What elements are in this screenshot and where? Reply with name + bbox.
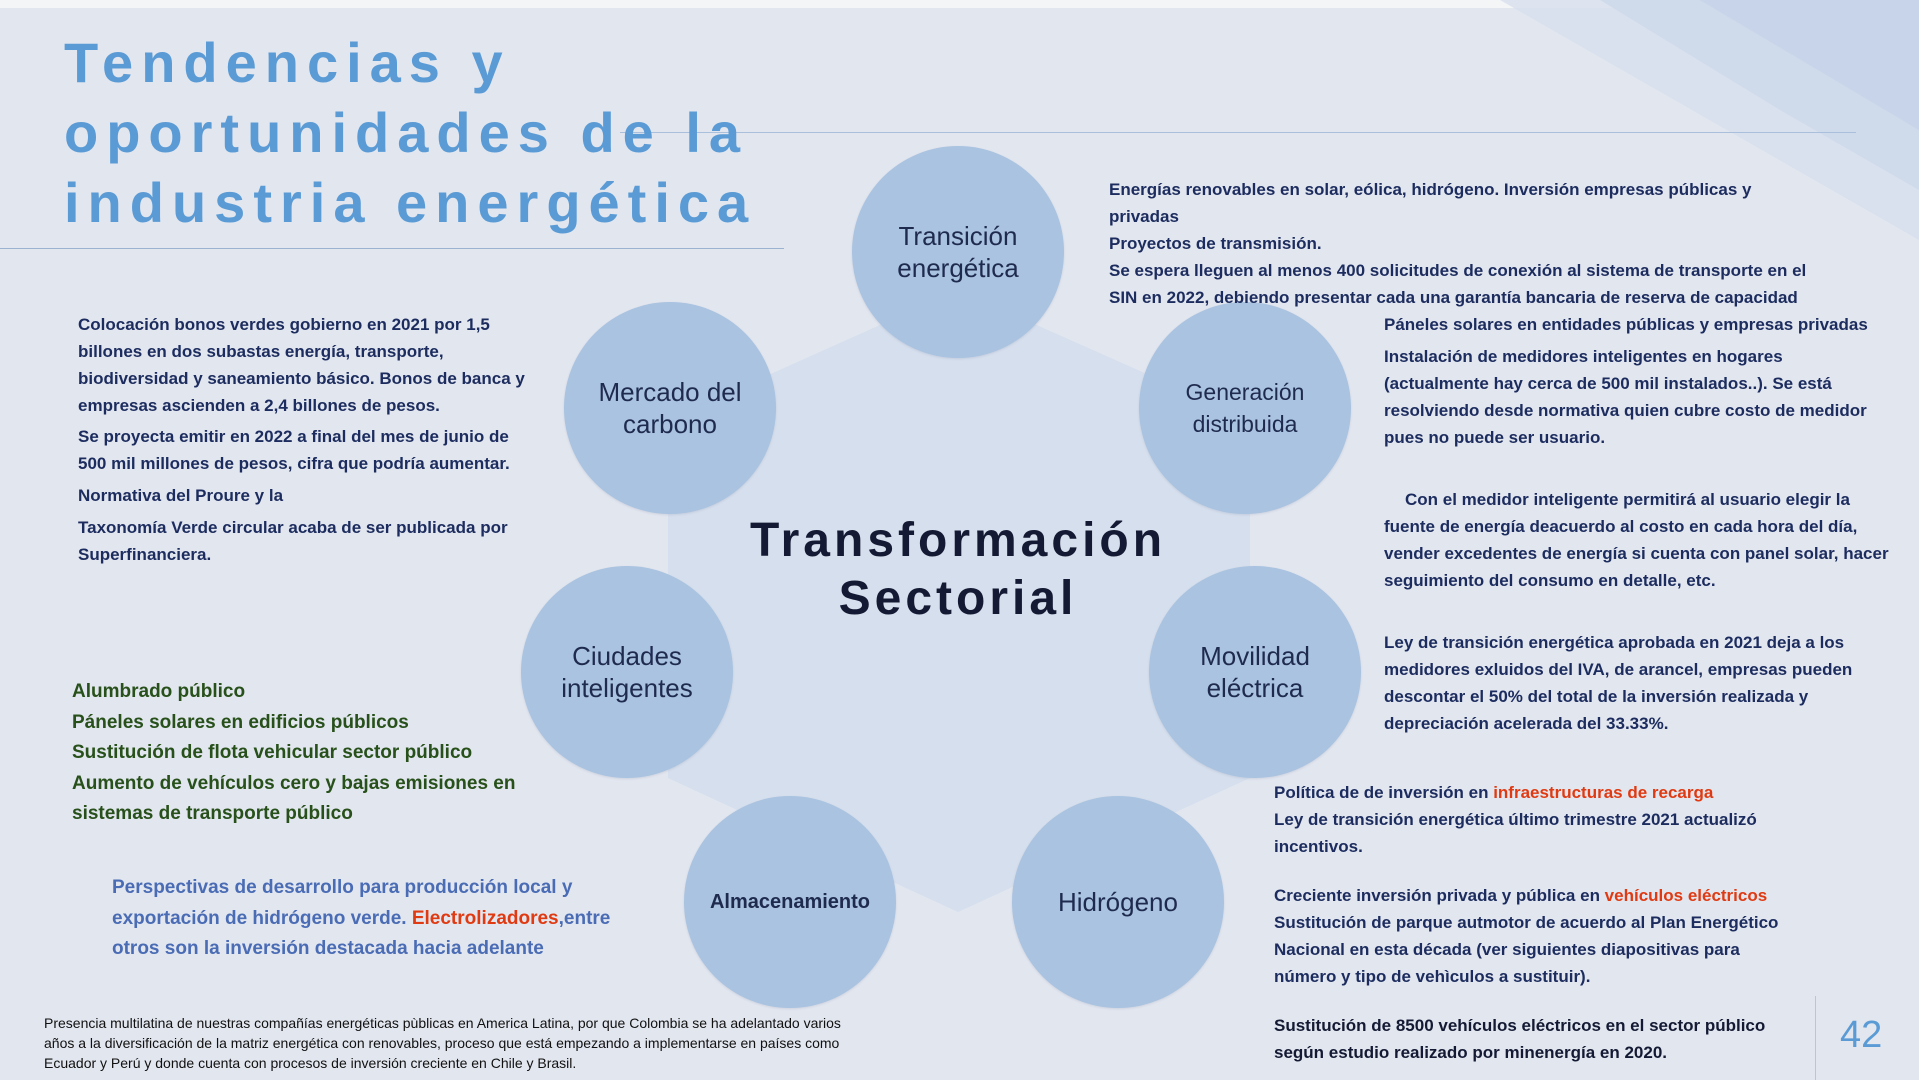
text-line: fuente de energía deacuerdo al costo en cada hora del día, <box>1384 517 1858 536</box>
circle-label: Movilidad <box>1200 641 1310 671</box>
title-line: oportunidades de la <box>64 101 749 164</box>
text-line <box>112 904 672 935</box>
text-line: Instalación de medidores inteligentes en hogares <box>1384 347 1783 366</box>
text-line: número y tipo de vehìculos a sustituir). <box>1274 967 1591 986</box>
ciudades-description <box>72 677 592 830</box>
footnote-line: Presencia multilatina de nuestras compañías energéticas pùblicas en America Latina, por que Colombia se ha adelantado varios <box>44 1015 841 1031</box>
text-line: Sustitución de flota vehicular sector público <box>72 742 473 763</box>
circle-transicion-energetica[interactable] <box>852 146 1064 358</box>
text-line: Perspectivas de desarrollo para producción local y <box>112 877 573 898</box>
text-line: Ley de transición energética último trimestre 2021 actualizó <box>1274 810 1757 829</box>
circle-generacion-distribuida[interactable] <box>1139 302 1351 514</box>
text-line: Colocación bonos verdes gobierno en 2021 por 1,5 <box>78 315 490 334</box>
text-line: otros son la inversión destacada hacia adelante <box>112 938 544 959</box>
text-line: depreciación acelerada del 33.33%. <box>1384 714 1669 733</box>
text-span: exportación de hidrógeno verde. <box>112 907 412 929</box>
text-line: Superfinanciera. <box>78 545 212 564</box>
circle-hidrogeno[interactable] <box>1012 796 1224 1008</box>
text-line: incentivos. <box>1274 837 1363 856</box>
ley-description <box>1384 629 1904 737</box>
text-line <box>1274 882 1814 909</box>
page-number: 42 <box>1840 1014 1883 1056</box>
spacer <box>1274 990 1814 1012</box>
text-line: Sustitución de parque autmotor de acuerdo al Plan Energético <box>1274 913 1779 932</box>
text-span: Creciente inversión privada y pública en <box>1274 886 1605 905</box>
circle-label: energética <box>897 253 1019 283</box>
transicion-description <box>1109 176 1809 311</box>
text-line: Nacional en esta década (ver siguientes diapositivas para <box>1274 940 1740 959</box>
circle-label: carbono <box>623 409 717 439</box>
spacer <box>1274 860 1814 882</box>
text-line: Energías renovables en solar, eólica, hidrógeno. Inversión empresas públicas y privadas <box>1109 180 1752 226</box>
center-title-line: Transformación <box>749 514 1167 567</box>
text-line: Se espera lleguen al menos 400 solicitudes de conexión al sistema de transporte en el <box>1109 261 1807 280</box>
text-line: empresas ascienden a 2,4 billones de pesos. <box>78 396 440 415</box>
text-line: biodiversidad y saneamiento básico. Bonos de banca y <box>78 369 525 388</box>
circle-label: Hidrógeno <box>1058 887 1178 917</box>
text-line: Con el medidor inteligente permitirá al usuario elegir la <box>1405 490 1850 509</box>
text-line: Sustitución de 8500 vehículos eléctricos en el sector público <box>1274 1016 1766 1035</box>
text-line: medidores exluidos del IVA, de arancel, empresas pueden <box>1384 660 1853 679</box>
text-span: ,entre <box>558 907 611 929</box>
text-line: billones en dos subastas energía, transporte, <box>78 342 444 361</box>
circle-label: eléctrica <box>1206 673 1304 703</box>
circle-mercado-carbono[interactable] <box>564 302 776 514</box>
text-line <box>1274 779 1814 806</box>
circle-label: Ciudades <box>572 641 682 671</box>
highlight-text: Electrolizadores <box>411 907 559 929</box>
title-line: Tendencias y <box>64 31 511 94</box>
footnote-line: años a la diversificación de la matriz energética con renovables, proceso que está empezando a implementarse en países como <box>44 1035 840 1051</box>
text-line: vender excedentes de energía si cuenta con panel solar, hacer <box>1384 544 1889 563</box>
text-line: Se proyecta emitir en 2022 a final del mes de junio de <box>78 427 509 446</box>
center-title <box>730 512 1186 628</box>
text-line: Alumbrado público <box>72 681 246 702</box>
text-line: pues no puede ser usuario. <box>1384 428 1606 447</box>
footnote <box>44 1013 904 1073</box>
highlight-text: infraestructuras de recarga <box>1493 783 1714 802</box>
carbono-description <box>78 311 578 568</box>
text-line: SIN en 2022, debiendo presentar cada una garantía bancaria de reserva de capacidad <box>1109 288 1798 307</box>
text-line: según estudio realizado por minenergía en 2020. <box>1274 1043 1668 1062</box>
circle-label: Transición <box>898 221 1018 251</box>
text-line: Proyectos de transmisión. <box>1109 234 1322 253</box>
medidor-description <box>1384 486 1904 594</box>
title-line: industria energética <box>64 171 757 234</box>
text-line: Taxonomía Verde circular acaba de ser publicada por <box>78 518 508 537</box>
text-span: Política de de inversión en <box>1274 783 1494 802</box>
circle-label: Generación <box>1185 379 1305 405</box>
text-line: resolviendo desde normativa quien cubre costo de medidor <box>1384 401 1867 420</box>
text-line: Ley de transición energética aprobada en 2021 deja a los <box>1384 633 1845 652</box>
center-title-line: Sectorial <box>838 572 1078 625</box>
text-line: (actualmente hay cerca de 500 mil instalados..). Se está <box>1384 374 1832 393</box>
circle-label: inteligentes <box>561 673 693 703</box>
generacion-description <box>1384 311 1904 451</box>
movilidad-description <box>1274 779 1814 1066</box>
text-line: seguimiento del consumo en detalle, etc. <box>1384 571 1716 590</box>
text-line: sistemas de transporte público <box>72 803 353 824</box>
circle-label: Mercado del <box>598 377 742 407</box>
hidrogeno-description <box>112 873 672 965</box>
circle-almacenamiento[interactable] <box>684 796 896 1008</box>
circle-label: Almacenamiento <box>709 891 871 913</box>
page-number-divider <box>1815 996 1816 1080</box>
footnote-line: Ecuador y Perú y donde cuenta con procesos de inversión creciente en Chile y Brasil. <box>44 1055 577 1071</box>
text-line: Aumento de vehículos cero y bajas emisiones en <box>72 772 516 794</box>
text-line: Páneles solares en entidades públicas y empresas privadas <box>1384 315 1868 334</box>
text-line: Normativa del Proure y la <box>78 486 284 505</box>
circle-label: distribuida <box>1192 411 1298 437</box>
text-line: 500 mil millones de pesos, cifra que podría aumentar. <box>78 454 510 473</box>
text-line: descontar el 50% del total de la inversión realizada y <box>1384 687 1809 706</box>
highlight-text: vehículos eléctricos <box>1604 886 1768 905</box>
text-line: Páneles solares en edificios públicos <box>72 711 409 733</box>
